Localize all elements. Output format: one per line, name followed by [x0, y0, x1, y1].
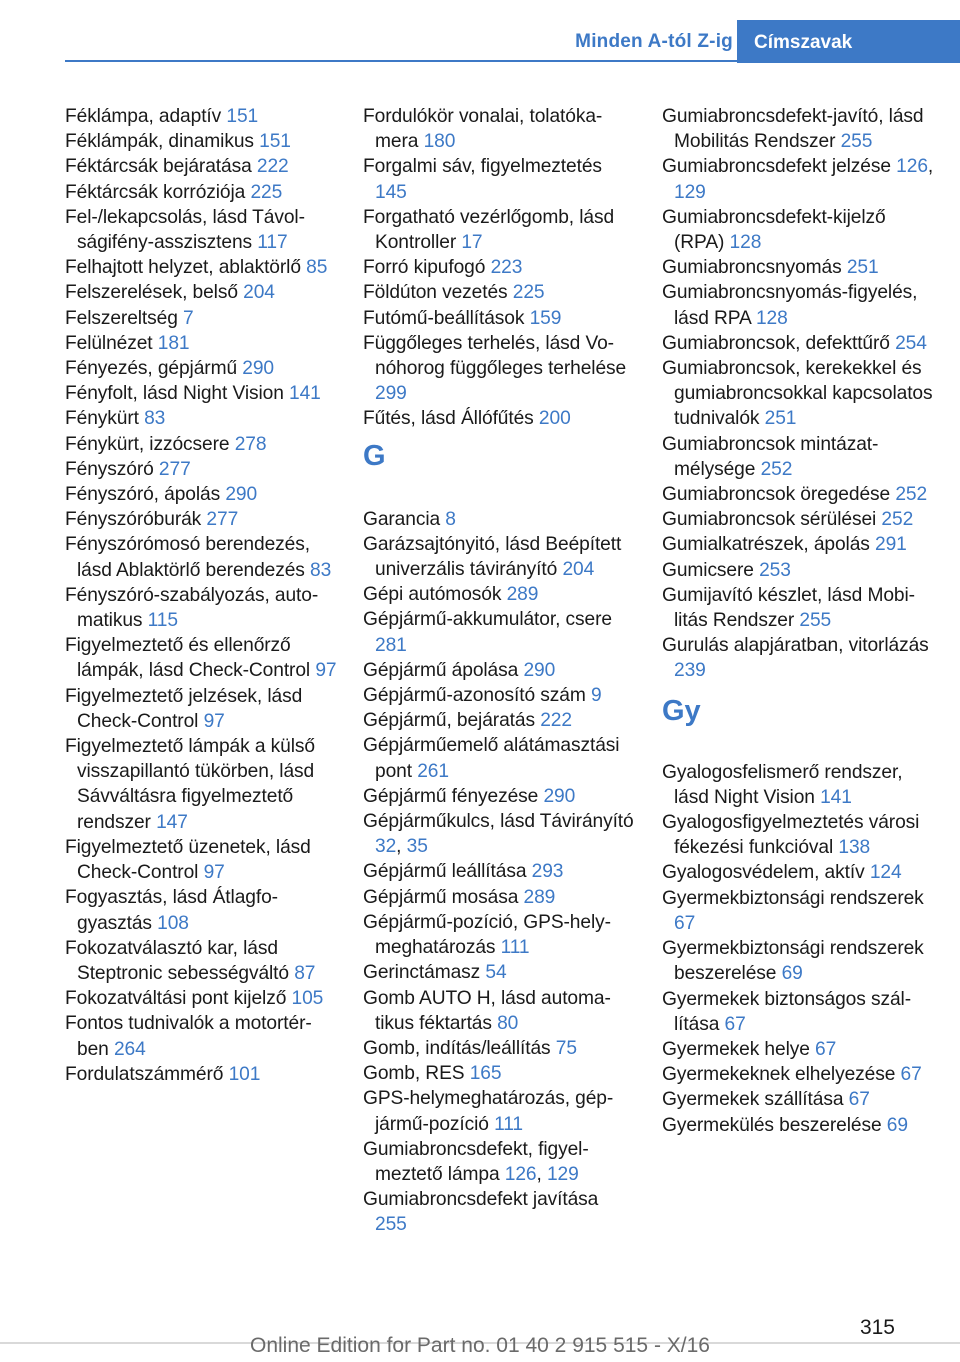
page-reference-link[interactable]: 145 [375, 181, 407, 203]
index-entry [662, 583, 937, 633]
index-entry [65, 180, 337, 205]
index-entry [65, 936, 337, 986]
page-reference-link[interactable]: 277 [206, 509, 239, 531]
index-term: Féklámpák, dinamikus [65, 131, 254, 153]
page-reference-link[interactable]: 115 [147, 610, 178, 632]
index-entry [662, 1062, 937, 1087]
index-entry [363, 960, 635, 985]
index-term: Figyelmeztető lámpák a külső visszapillantó tükörben, lásd Sávváltásra figyelmeztető rendszer [65, 736, 315, 833]
index-entry [65, 583, 337, 633]
page-reference-link[interactable]: 254 [895, 332, 927, 354]
index-term: Gumiabroncsnyomás [662, 257, 842, 279]
index-entry [65, 532, 337, 582]
index-term: Gépjármű mosása [363, 886, 519, 908]
index-column-3 [662, 104, 937, 1138]
page-reference-link[interactable]: 126 [896, 156, 928, 178]
index-term: Felhajtott helyzet, ablaktörlő [65, 257, 301, 279]
index-term: Gépjármű leállítása [363, 861, 527, 883]
page-reference-link[interactable]: 54 [485, 962, 507, 984]
page-reference-link[interactable]: 111 [494, 1113, 523, 1135]
index-term: Gumijavító készlet, lásd Mobilitás Rendszer [662, 584, 916, 632]
page-reference-link[interactable]: 252 [881, 509, 914, 531]
index-term: Fűtés, lásd Állófűtés [363, 408, 534, 430]
index-term: Gumiabroncsok sérülései [662, 509, 877, 531]
page-reference-link[interactable]: 255 [375, 1214, 407, 1236]
index-entry: Gépjárműkulcs, lásd Távirányító 32, 35 [363, 811, 634, 858]
chapter-tab: Címszavak [737, 20, 960, 63]
index-entry [363, 532, 635, 582]
page-reference-link[interactable]: 101 [228, 1063, 261, 1085]
index-term: Gumiabroncsnyomás-figyelés, lásd RPA [662, 282, 918, 329]
index-term: Földúton vezetés [363, 282, 508, 304]
page-reference-link[interactable]: 261 [417, 760, 449, 782]
index-entry [363, 1036, 635, 1061]
index-term: Garázsajtónyitó, lásd Beépített univerzális távirányító [363, 533, 622, 581]
page-reference-link[interactable]: 151 [259, 131, 291, 153]
page-reference-link[interactable]: 7 [183, 307, 194, 329]
index-term: Fényszóróburák [65, 509, 202, 531]
page-header [0, 0, 960, 62]
page-reference-link[interactable]: 281 [375, 634, 407, 656]
index-entry [65, 482, 337, 507]
page-reference-link[interactable]: 253 [759, 559, 791, 581]
index-entry [65, 154, 337, 179]
page-reference-link[interactable]: 290 [543, 785, 576, 807]
index-entry [65, 885, 337, 935]
page-reference-link[interactable]: 181 [157, 332, 190, 354]
index-term: Féklámpa, adaptív [65, 106, 222, 127]
page-reference-link[interactable]: 67 [848, 1089, 870, 1111]
page-reference-link[interactable]: 151 [226, 106, 259, 127]
index-entry [65, 331, 337, 356]
page-reference-link[interactable]: 251 [764, 408, 797, 430]
index-entry [662, 886, 937, 936]
index-entry [363, 104, 635, 154]
index-term: Gerinctámasz [363, 962, 481, 984]
index-term: Gyermekek biztonságos szállítása [662, 988, 912, 1035]
index-entry [363, 658, 635, 683]
page-reference-link[interactable]: 129 [674, 181, 706, 203]
index-entry [363, 986, 635, 1036]
index-entry [65, 1062, 337, 1087]
index-term: Forgatható vezérlőgomb, lásd Kontroller [363, 206, 615, 254]
index-term: Garancia [363, 508, 441, 530]
index-term: Fordulatszámmérő [65, 1063, 224, 1085]
page-reference-link[interactable]: 141 [820, 786, 852, 808]
index-term: Gomb, RES [363, 1063, 465, 1085]
page-reference-link[interactable]: 264 [113, 1038, 146, 1060]
page-reference-link[interactable]: 252 [895, 484, 928, 506]
index-entry [662, 205, 937, 255]
index-entry [363, 1061, 635, 1086]
index-term: Figyelmeztető és ellenőrző lámpák, lásd Check-Control [65, 635, 311, 682]
page-reference-link[interactable]: 277 [158, 458, 191, 480]
index-entry [363, 607, 635, 657]
index-term: Gépi autómosók [363, 584, 502, 606]
index-entry [662, 860, 937, 885]
index-term: Gépjármű fényezése [363, 785, 539, 807]
index-term: Fénykürt, izzócsere [65, 433, 230, 455]
page-reference-link[interactable]: 32 [375, 836, 397, 858]
index-column-1 [65, 104, 337, 1087]
index-letter-heading: Gy [662, 694, 701, 727]
index-term: Gyermekek helye [662, 1038, 810, 1060]
index-entry [662, 331, 937, 356]
index-term: Figyelmeztető jelzések, lásd Check-Control [65, 685, 303, 732]
index-entry [662, 482, 937, 507]
index-entry [363, 1187, 635, 1237]
page-reference-link[interactable]: 141 [289, 383, 321, 405]
index-letter-heading: G [363, 439, 386, 472]
index-entry [363, 859, 635, 884]
page-reference-link[interactable]: 204 [243, 282, 275, 304]
index-entry [363, 708, 635, 733]
index-entry [363, 885, 635, 910]
index-entry [662, 255, 937, 280]
index-term: Féktárcsák bejáratása [65, 156, 252, 178]
index-term: Gyalogosvédelem, aktív [662, 862, 865, 884]
page-reference-link[interactable]: 290 [523, 659, 556, 681]
index-term: Fontos tudnivalók a motortérben [65, 1013, 312, 1060]
page-reference-link[interactable]: 83 [144, 408, 166, 430]
index-entry [65, 835, 337, 885]
footer-edition: Online Edition for Part no. 01 40 2 915 515 - X/16 [250, 1334, 710, 1357]
page-reference-link[interactable]: 180 [423, 131, 456, 153]
page-reference-link[interactable]: 159 [529, 307, 562, 329]
index-entry [363, 1086, 635, 1136]
index-term: Gyermekek szállítása [662, 1089, 844, 1111]
index-term: Gumiabroncsdefekt, figyelmeztető lámpa [363, 1138, 589, 1185]
index-term: Fokozatváltási pont kijelző [65, 988, 287, 1010]
page-reference-link[interactable]: 299 [375, 383, 407, 405]
index-term: Gumiabroncsdefekt jelzése [662, 156, 891, 178]
index-term: Gurulás alapjáratban, vitorlázás [662, 635, 929, 657]
page-reference-link[interactable]: 222 [540, 710, 572, 732]
page-reference-link[interactable]: 278 [234, 433, 267, 455]
page-reference-link[interactable]: 255 [799, 610, 832, 632]
index-term: Gyermekeknek elhelyezése [662, 1064, 896, 1086]
page-reference-link[interactable]: 126 [504, 1163, 537, 1185]
index-entry [65, 104, 337, 129]
page-reference-link[interactable]: 69 [781, 963, 803, 985]
page-reference-link[interactable]: 67 [815, 1038, 837, 1060]
index-term: Gépjármű, bejáratás [363, 710, 535, 732]
page-reference-link[interactable]: 128 [755, 307, 788, 329]
index-term: Gyermekbiztonsági rendszerek [662, 887, 924, 909]
index-entry [363, 582, 635, 607]
page-reference-link[interactable]: 225 [250, 181, 283, 203]
index-entry: Gumiabroncsdefekt, figyelmeztető lámpa 126, 129 [363, 1138, 589, 1185]
page-reference-link[interactable]: 225 [512, 282, 545, 304]
page-reference-link[interactable]: 289 [523, 886, 556, 908]
index-term: GPS-helymeghatározás, gépjármű-pozíció [363, 1088, 614, 1135]
page-reference-link[interactable]: 83 [310, 559, 332, 581]
index-entry [65, 306, 337, 331]
index-term: Féktárcsák korróziója [65, 181, 246, 203]
page-reference-link[interactable]: 105 [291, 988, 324, 1010]
index-entry [662, 356, 937, 432]
index-entry [65, 457, 337, 482]
page-reference-link[interactable]: 204 [562, 559, 595, 581]
page-reference-link[interactable]: 147 [156, 811, 188, 833]
index-entry [363, 683, 635, 708]
index-entry [662, 1113, 937, 1138]
index-term: Gumiabroncsdefekt-kijelző (RPA) [662, 206, 886, 254]
section-title: Minden A-tól Z-ig [575, 31, 733, 52]
page-reference-link[interactable]: 128 [729, 232, 762, 254]
index-entry [662, 936, 937, 986]
page-reference-link[interactable]: 87 [294, 962, 316, 984]
index-term: Gépjármű-pozíció, GPS-helymeghatározás [363, 911, 611, 959]
index-entry [65, 684, 337, 734]
index-term: Fényfolt, lásd Night Vision [65, 383, 284, 405]
page-reference-link[interactable]: 9 [590, 685, 602, 707]
index-term: Gépjármű ápolása [363, 659, 519, 681]
index-term: Felszerelések, belső [65, 282, 238, 304]
page-reference-link[interactable]: 67 [900, 1064, 922, 1086]
index-term: Gumiabroncsok, kerekekkel és gumiabroncsokkal kapcsolatos tudnivalók [662, 358, 933, 430]
index-term: Függőleges terhelés, lásd Vonóhorog függőleges terhelése [363, 332, 627, 380]
index-term: Gumiabroncsdefekt-javító, lásd Mobilitás Rendszer [662, 106, 924, 153]
index-term: Gumiabroncsok, defekttűrő [662, 332, 890, 354]
index-entry [65, 633, 337, 683]
index-term: Fordulókör vonalai, tolatókamera [363, 106, 603, 153]
page-reference-link[interactable]: 117 [257, 232, 288, 254]
index-term: Gomb, indítás/leállítás [363, 1037, 551, 1059]
index-entry [363, 784, 635, 809]
index-term: Gyermekülés beszerelése [662, 1114, 882, 1136]
index-term: Forró kipufogó [363, 257, 486, 279]
page-reference-link[interactable]: 67 [724, 1013, 746, 1035]
index-entry: Gumiabroncsdefekt jelzése 126, 129 [662, 156, 934, 203]
index-entry [363, 255, 635, 280]
index-term: Gépjárműkulcs, lásd Távirányító [363, 811, 634, 833]
page-reference-link[interactable]: 85 [306, 257, 328, 279]
page-reference-link[interactable]: 97 [203, 862, 225, 884]
index-entry [65, 280, 337, 305]
page-reference-link[interactable]: 124 [869, 862, 902, 884]
index-term: Gépjármű-akkumulátor, csere [363, 609, 612, 631]
index-entry [662, 432, 937, 482]
index-entry [65, 406, 337, 431]
index-entry [363, 306, 635, 331]
page-reference-link[interactable]: 222 [256, 156, 289, 178]
page-reference-link[interactable]: 97 [315, 660, 337, 682]
index-entry [662, 532, 937, 557]
index-entry [65, 356, 337, 381]
page-reference-link[interactable]: 80 [497, 1012, 519, 1034]
index-entry [363, 507, 635, 532]
index-entry [363, 910, 635, 960]
index-term: Gumicsere [662, 559, 754, 581]
index-term: Fényszórómosó berendezés, lásd Ablaktörlő berendezés [65, 534, 310, 581]
page-reference-link[interactable]: 138 [838, 837, 871, 859]
index-entry [662, 633, 937, 683]
index-entry [662, 280, 937, 330]
index-term: Figyelmeztető üzenetek, lásd Check-Control [65, 836, 311, 884]
index-term: Gyermekbiztonsági rendszerek beszerelése [662, 938, 924, 985]
index-entry [662, 987, 937, 1037]
page-reference-link[interactable]: 223 [490, 257, 523, 279]
page-reference-link[interactable]: 200 [538, 408, 571, 430]
index-term: Fényezés, gépjármű [65, 358, 238, 380]
index-entry [662, 104, 937, 154]
index-term: Felszereltség [65, 307, 178, 329]
index-entry [662, 1087, 937, 1112]
page-reference-link[interactable]: 111 [500, 937, 530, 959]
page-reference-link[interactable]: 291 [875, 534, 907, 556]
index-entry [65, 255, 337, 280]
index-entry [65, 205, 337, 255]
page-reference-link[interactable]: 17 [461, 232, 483, 254]
page-reference-link[interactable]: 289 [506, 584, 539, 606]
index-entry [662, 507, 937, 532]
index-entry [363, 205, 635, 255]
index-entry [65, 507, 337, 532]
index-term: Gumiabroncsdefekt javítása [363, 1189, 599, 1211]
index-entry [65, 129, 337, 154]
page-reference-link[interactable]: 108 [157, 912, 189, 934]
index-entry [65, 1011, 337, 1061]
index-term: Gépjárműemelő alátámasztási pont [363, 735, 620, 782]
page-reference-link[interactable]: 165 [469, 1063, 502, 1085]
page-reference-link[interactable]: 35 [406, 836, 428, 858]
index-term: Gyalogosfigyelmeztetés városi fékezési funkcióval [662, 812, 920, 859]
index-entry [363, 733, 635, 783]
page-reference-link[interactable]: 67 [674, 912, 696, 934]
index-term: Forgalmi sáv, figyelmeztetés [363, 156, 602, 178]
page-reference-link[interactable]: 290 [242, 358, 274, 380]
index-term: Fényszóró-szabályozás, automatikus [65, 584, 319, 632]
index-entry [363, 331, 635, 407]
index-term: Futómű-beállítások [363, 307, 525, 329]
header-rule [65, 60, 737, 62]
index-term: Fogyasztás, lásd Átlagfogyasztás [65, 887, 279, 934]
page-reference-link[interactable]: 69 [886, 1114, 908, 1136]
page-reference-link[interactable]: 290 [225, 484, 258, 506]
index-term: Fényszóró [65, 458, 154, 480]
index-entry [65, 381, 337, 406]
page-reference-link[interactable]: 8 [445, 508, 456, 530]
index-entry [363, 280, 635, 305]
index-term: Gumiabroncsok öregedése [662, 484, 891, 506]
page-reference-link[interactable]: 293 [531, 861, 564, 883]
page-reference-link[interactable]: 97 [203, 710, 225, 732]
index-term: Gumialkatrészek, ápolás [662, 534, 870, 556]
index-entry [363, 154, 635, 204]
index-entry [662, 760, 937, 810]
page-reference-link[interactable]: 251 [846, 257, 879, 279]
index-entry [65, 432, 337, 457]
index-entry [662, 558, 937, 583]
index-term: Fokozatválasztó kar, lásd Steptronic sebességváltó [65, 937, 289, 984]
index-entry [662, 1037, 937, 1062]
index-term: Gomb AUTO H, lásd automatikus féktartás [363, 987, 611, 1034]
index-entry [662, 810, 937, 860]
page-reference-link[interactable]: 255 [840, 131, 873, 153]
index-term: Felülnézet [65, 332, 153, 354]
index-term: Fel-/lekapcsolás, lásd Távolságifény-asszisztens [65, 206, 305, 254]
page-reference-link[interactable]: 75 [555, 1037, 577, 1059]
index-term: Gépjármű-azonosító szám [363, 685, 586, 707]
index-column-2 [363, 104, 635, 1238]
index-entry [65, 986, 337, 1011]
page-reference-link[interactable]: 252 [760, 458, 793, 480]
index-term: Gumiabroncsok mintázatmélysége [662, 433, 879, 480]
index-term: Gyalogosfelismerő rendszer, lásd Night Vision [662, 761, 903, 808]
index-entry [363, 406, 635, 431]
page-reference-link[interactable]: 239 [674, 660, 706, 682]
index-entry [65, 734, 337, 835]
index-term: Fénykürt [65, 408, 139, 430]
page-reference-link[interactable]: 129 [546, 1163, 579, 1185]
index-term: Fényszóró, ápolás [65, 484, 221, 506]
page-number: 315 [859, 1316, 895, 1339]
